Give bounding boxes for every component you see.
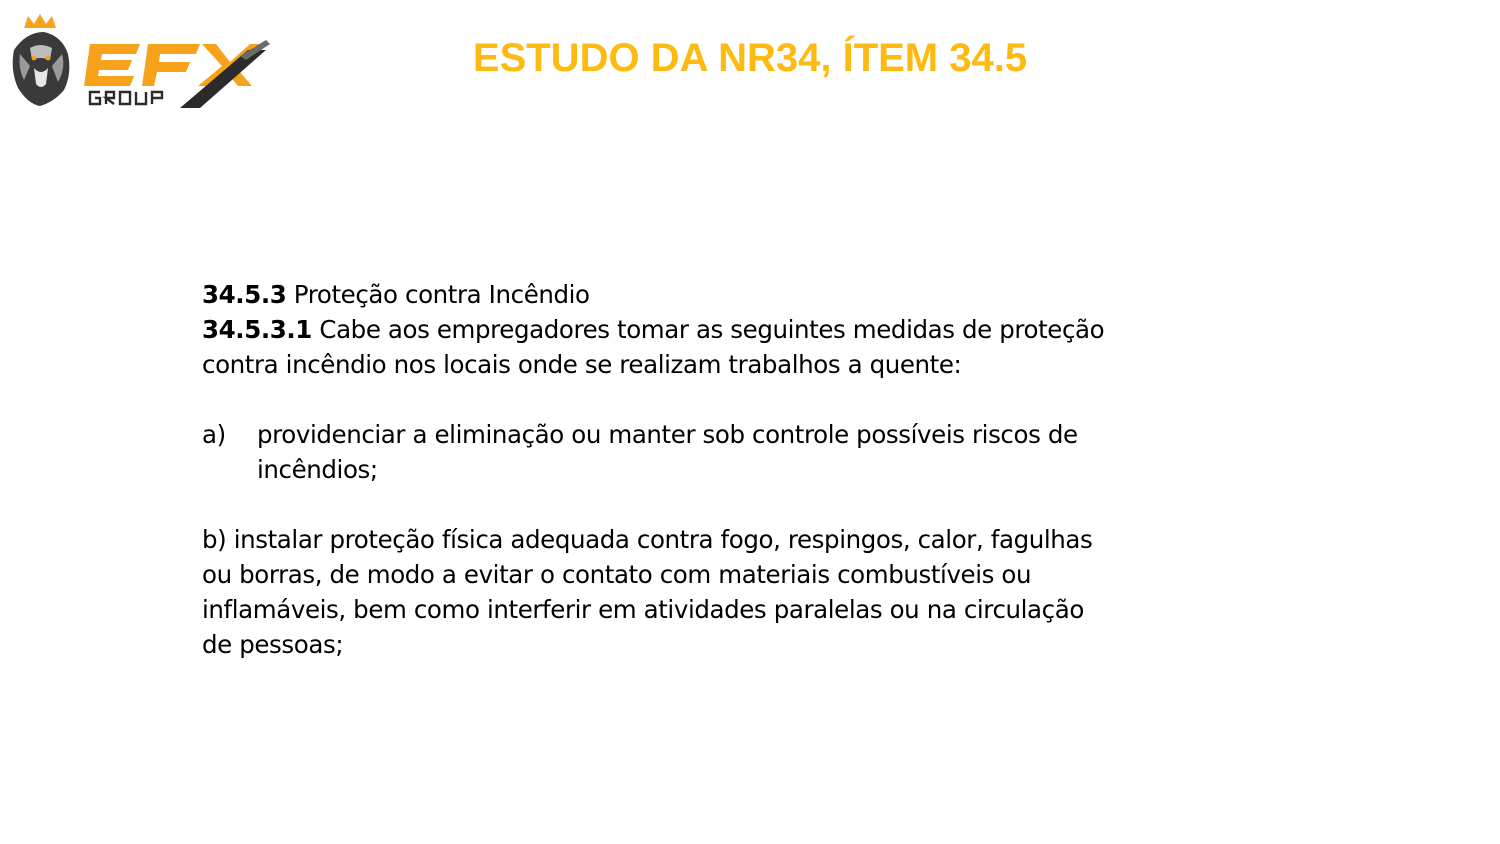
subsection-text: Cabe aos empregadores tomar as seguintes medidas de proteção — [311, 315, 1105, 344]
regulation-text — [202, 277, 1302, 662]
list-item-b-line-2: ou borras, de modo a evitar o contato com materiais combustíveis ou — [202, 560, 1032, 589]
subsection-line-2: contra incêndio nos locais onde se realizam trabalhos a quente: — [202, 350, 962, 379]
slide-title: ESTUDO DA NR34, ÍTEM 34.5 — [472, 36, 1028, 80]
paragraph-gap — [202, 487, 1302, 522]
crown-icon — [24, 14, 56, 28]
paragraph-gap — [202, 382, 1302, 417]
list-item-a-line-2: incêndios; — [257, 455, 378, 484]
list-item-b-line-3: inflamáveis, bem como interferir em atividades paralelas ou na circulação — [202, 595, 1084, 624]
section-heading-text: Proteção contra Incêndio — [286, 280, 590, 309]
list-item-b-line-1: b) instalar proteção física adequada contra fogo, respingos, calor, fagulhas — [202, 525, 1093, 554]
list-item-a — [202, 417, 1302, 487]
section-heading — [202, 277, 1302, 312]
list-item-a-text — [257, 417, 1302, 487]
list-item-b-line-4: de pessoas; — [202, 630, 344, 659]
subsection-number: 34.5.3.1 — [202, 315, 312, 344]
subsection-line-1 — [202, 312, 1302, 347]
group-wordmark — [90, 92, 162, 104]
list-marker-a: a) — [202, 420, 226, 449]
section-number: 34.5.3 — [202, 280, 287, 309]
list-item-a-line-1: providenciar a eliminação ou manter sob controle possíveis riscos de — [257, 420, 1078, 449]
